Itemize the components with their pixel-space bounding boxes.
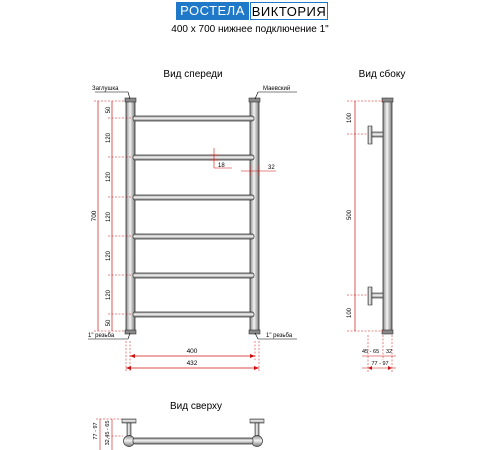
mayevsky-valve	[249, 98, 260, 102]
wall-mount-upper	[368, 126, 372, 144]
left-post	[126, 101, 135, 331]
rung	[133, 116, 254, 121]
rung	[133, 273, 254, 278]
height-total-label: 700	[91, 210, 98, 222]
top-view	[93, 419, 264, 450]
side-view	[347, 98, 396, 372]
rung	[133, 195, 254, 200]
front-view	[88, 85, 297, 372]
segment-label: 50	[106, 319, 112, 327]
drawing-subtitle: 400 x 700 нижнее подключение 1"	[171, 24, 329, 35]
side-post-label: 32	[386, 349, 393, 355]
side-mid-label: 500	[347, 209, 353, 221]
width-axis-label: 400	[186, 348, 198, 355]
rung	[133, 155, 254, 160]
front-view-title: Вид спереди	[163, 69, 223, 80]
plug-label: Заглушка	[92, 86, 119, 92]
side-offset-label: 45 - 65	[362, 349, 380, 355]
bottom-thread-left	[125, 330, 136, 334]
thread-right-label: 1" резьба	[266, 333, 293, 339]
side-depth-label: 77 - 97	[371, 361, 389, 367]
segment-label: 120	[106, 289, 112, 301]
width-total-label: 432	[186, 360, 198, 367]
bottom-thread-right	[249, 330, 260, 334]
post-diameter-label: 32	[268, 165, 275, 171]
segment-label: 120	[106, 250, 112, 262]
bracket-upper	[372, 132, 383, 137]
side-post	[383, 101, 392, 331]
segment-label: 120	[106, 132, 112, 144]
bracket-lower	[372, 293, 383, 298]
right-post	[250, 101, 259, 331]
side-top-label: 100	[347, 112, 353, 124]
segment-label: 120	[106, 171, 112, 183]
brand-logo-left: РОСТЕЛА	[176, 2, 249, 20]
segment-label: 120	[106, 211, 112, 223]
mayevsky-label: Маевский	[263, 86, 291, 92]
top-view-title: Вид сверху	[169, 401, 223, 412]
brand-logo-right: ВИКТОРИЯ	[251, 4, 327, 19]
top-plug	[125, 98, 136, 102]
top-depth-label: 77 - 97	[93, 422, 99, 440]
side-view-title: Вид сбоку	[358, 69, 406, 80]
rung-diameter-label: 18	[218, 163, 225, 169]
top-bracket-right	[255, 423, 259, 437]
top-offset-label: 32,45 - 65	[105, 420, 111, 446]
rungs	[133, 116, 254, 317]
rung	[133, 312, 254, 317]
top-bracket-left	[127, 423, 131, 437]
wall-mount-lower	[368, 287, 372, 305]
side-bottom-label: 100	[347, 307, 353, 319]
segment-label: 50	[106, 106, 112, 114]
rung	[133, 234, 254, 239]
thread-left-label: 1" резьба	[88, 333, 115, 339]
top-rung	[133, 438, 253, 444]
